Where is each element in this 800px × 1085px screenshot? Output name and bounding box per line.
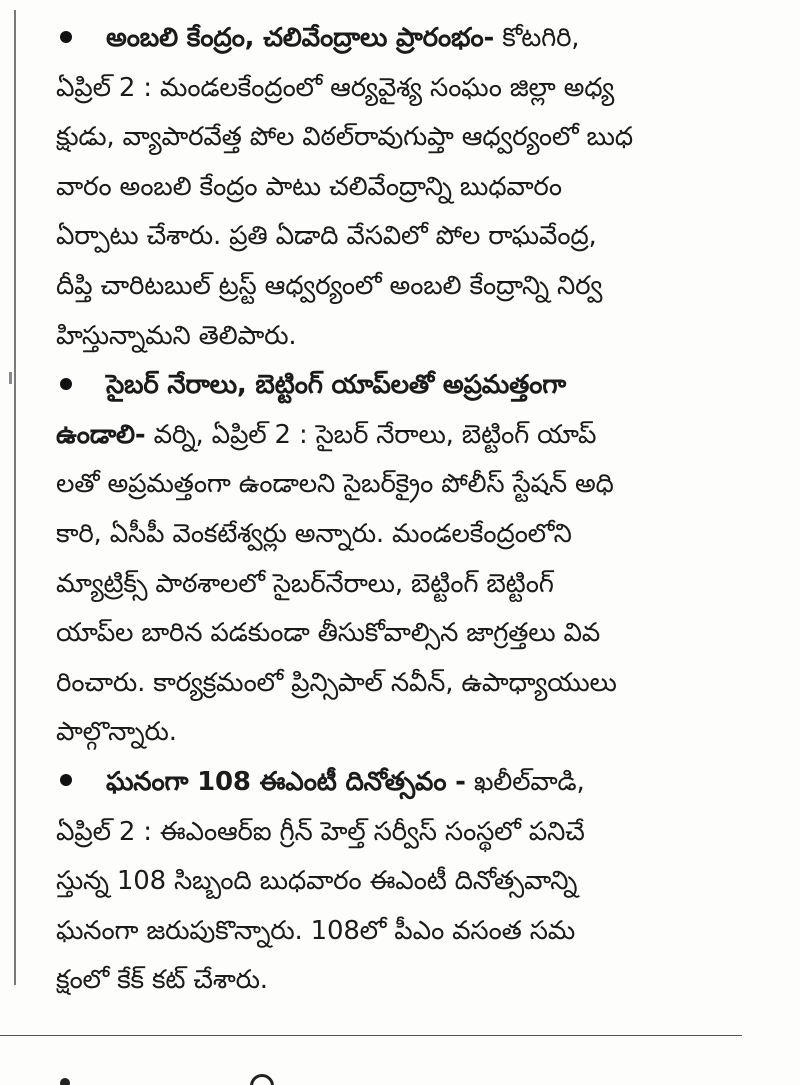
headline: ఘనంగా 108 ఈఎంటీ దినోత్సవం - bbox=[106, 766, 466, 797]
news-item-108-emt-day bbox=[56, 758, 756, 1006]
cropped-next-article bbox=[60, 1072, 380, 1085]
body-line: మ్యాట్రిక్స్ పాఠశాలలో సైబర్‌నేరాలు, బెట్టింగ్ బెట్టింగ్ bbox=[56, 568, 554, 599]
body-line: ఘనంగా జరుపుకొన్నారు. 108లో పీఎం వసంత సమ bbox=[56, 915, 576, 946]
body-line: యాప్‌ల బారిన పడకుండా తీసుకోవాల్సిన జాగ్రత్తలు వివ bbox=[56, 618, 601, 649]
dateline-place: కోటగిరి, bbox=[502, 23, 580, 53]
bullet-icon bbox=[60, 378, 72, 390]
bullet-icon bbox=[60, 1078, 70, 1085]
body-line: హిస్తున్నామని తెలిపారు. bbox=[56, 320, 297, 351]
body-line: క్షంలో కేక్ కట్ చేశారు. bbox=[56, 965, 268, 996]
headline: అంబలి కేంద్రం, చలివేంద్రాలు ప్రారంభం- bbox=[106, 23, 495, 53]
body-line: ఏర్పాటు చేశారు. ప్రతి ఏడాది వేసవిలో పోల రాఘవేంద్ర, bbox=[56, 221, 597, 252]
news-item-first-line bbox=[56, 758, 756, 808]
body-line: లతో అప్రమత్తంగా ఉండాలని సైబర్‌క్రైం పోలీస్ స్టేషన్ అధి bbox=[56, 469, 614, 500]
body-line: స్తున్న 108 సిబ్బంది బుధవారం ఈఎంటీ దినోత్సవాన్ని bbox=[56, 866, 578, 897]
bullet-icon bbox=[60, 774, 72, 786]
body-line: వారం అంబలి కేంద్రం పాటు చలివేంద్రాన్ని బుధవారం bbox=[56, 171, 562, 202]
cropped-glyph bbox=[250, 1074, 274, 1085]
news-item-first-line bbox=[56, 361, 756, 411]
news-item-second-line bbox=[56, 411, 756, 461]
headline-continuation: ఉండాలి- bbox=[56, 419, 146, 450]
body-line: ఏప్రిల్ 2 : ఈఎంఆర్ఐ గ్రీన్ హెల్త్ సర్వీస్ సంస్థలో పనిచే bbox=[56, 816, 585, 847]
body-line: దీప్తి చారిటబుల్ ట్రస్ట్ ఆధ్వర్యంలో అంబలి కేంద్రాన్ని నిర్వ bbox=[56, 270, 603, 301]
dateline: వర్ని, ఏప్రిల్ 2 : సైబర్ నేరాలు, బెట్టింగ్ యాప్ bbox=[153, 419, 597, 450]
news-item-first-line bbox=[56, 14, 756, 64]
news-item-cyber-crime bbox=[56, 361, 756, 758]
bullet-icon bbox=[60, 31, 72, 43]
body-line: ఏప్రిల్ 2 : మండలకేంద్రంలో ఆర్యవైశ్య సంఘం జిల్లా అధ్య bbox=[56, 72, 615, 103]
news-column bbox=[56, 14, 756, 1006]
bottom-divider bbox=[0, 1035, 742, 1036]
body-line: కారి, ఏసీపీ వెంకటేశ్వర్లు అన్నారు. మండలకేంద్రంలోని bbox=[56, 518, 572, 549]
body-line: పాల్గొన్నారు. bbox=[56, 717, 177, 748]
dateline-place: ఖలీల్‌వాడి, bbox=[473, 766, 585, 797]
news-item-ambali bbox=[56, 14, 756, 361]
body-line: రించారు. కార్యక్రమంలో ప్రిన్సిపాల్ నవీన్, ఉపాధ్యాయులు bbox=[56, 667, 617, 698]
body-line: క్షుడు, వ్యాపారవేత్త పోల విఠల్‌రావుగుప్తా ఆధ్వర్యంలో బుధ bbox=[56, 122, 633, 153]
column-rule bbox=[14, 10, 16, 985]
headline: సైబర్ నేరాలు, బెట్టింగ్ యాప్‌లతో అప్రమత్తంగా bbox=[106, 370, 567, 401]
column-rule-mark bbox=[9, 372, 12, 384]
